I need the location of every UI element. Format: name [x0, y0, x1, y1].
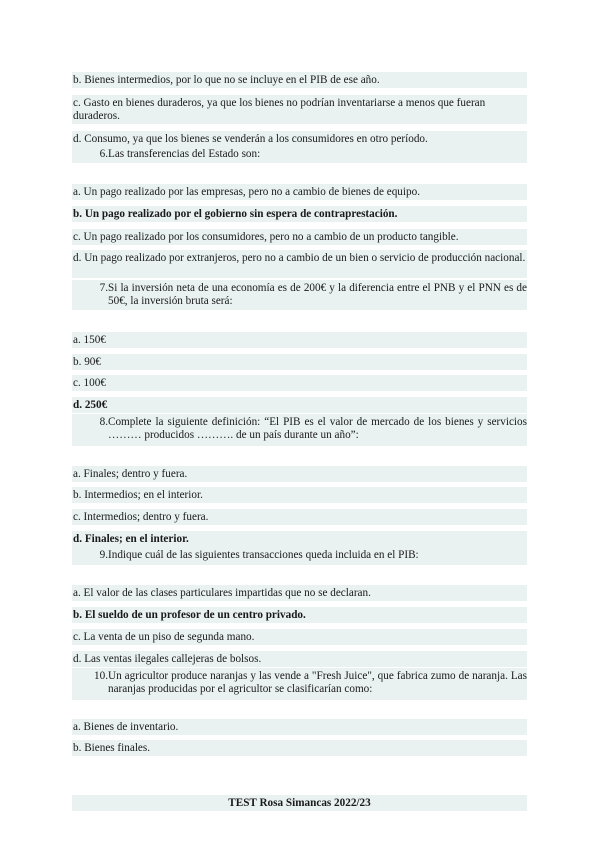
q8-option-a[interactable]: a. Finales; dentro y fuera.: [72, 466, 527, 482]
q5-option-b[interactable]: b. Bienes intermedios, por lo que no se incluye en el PIB de ese año.: [72, 72, 527, 88]
question-8-number: 8.: [99, 416, 108, 428]
q8-option-b[interactable]: b. Intermedios; en el interior.: [72, 487, 527, 503]
question-8: [72, 414, 527, 446]
q7-option-b[interactable]: b. 90€: [72, 354, 527, 370]
q7-option-d[interactable]: d. 250€: [72, 397, 527, 413]
q10-option-a[interactable]: a. Bienes de inventario.: [72, 719, 527, 735]
q7-option-a[interactable]: a. 150€: [72, 332, 527, 348]
q6-option-c[interactable]: c. Un pago realizado por los consumidores, pero no a cambio de un producto tangible.: [72, 229, 527, 245]
q9-option-c[interactable]: c. La venta de un piso de segunda mano.: [72, 629, 527, 645]
question-7-number: 7.: [99, 282, 108, 294]
q9-option-d[interactable]: d. Las ventas ilegales callejeras de bolsos.: [72, 651, 527, 667]
q5-option-d[interactable]: d. Consumo, ya que los bienes se venderán a los consumidores en otro período.: [72, 131, 527, 147]
question-9-text: Indique cuál de las siguientes transacciones queda incluida en el PIB:: [108, 549, 419, 561]
page-footer: TEST Rosa Simancas 2022/23: [72, 795, 527, 811]
q6-option-b[interactable]: b. Un pago realizado por el gobierno sin espera de contraprestación.: [72, 206, 527, 222]
question-10: [72, 668, 527, 700]
question-7: [72, 280, 527, 310]
question-8-text: Complete la siguiente definición: “El PIB es el valor de mercado de los bienes y servicios ……… producidos ………. de un país durante un año”:: [108, 416, 527, 441]
q7-option-c[interactable]: c. 100€: [72, 375, 527, 391]
question-10-number: 10.: [94, 670, 108, 682]
q5-option-c[interactable]: c. Gasto en bienes duraderos, ya que los bienes no podrían inventariarse a menos que fueran duraderos.: [72, 95, 527, 124]
question-10-text: Un agricultor produce naranjas y las vende a "Fresh Juice", que fabrica zumo de naranja. Las naranjas producidas por el agricultor se clasificarían como:: [108, 670, 527, 695]
question-6-number: 6.: [99, 148, 108, 160]
question-6: [72, 146, 527, 163]
question-9: [72, 547, 527, 565]
question-7-text: Si la inversión neta de una economía es de 200€ y la diferencia entre el PNB y el PNN es de 50€, la inversión bruta será:: [108, 282, 527, 307]
question-6-text: Las transferencias del Estado son:: [108, 148, 261, 160]
q8-option-c[interactable]: c. Intermedios; dentro y fuera.: [72, 509, 527, 525]
q6-option-a[interactable]: a. Un pago realizado por las empresas, pero no a cambio de bienes de equipo.: [72, 184, 527, 200]
q8-option-d[interactable]: d. Finales; en el interior.: [72, 531, 527, 547]
q6-option-d[interactable]: d. Un pago realizado por extranjeros, pero no a cambio de un bien o servicio de producción nacional.: [72, 250, 527, 278]
q9-option-a[interactable]: a. El valor de las clases particulares impartidas que no se declaran.: [72, 585, 527, 601]
question-9-number: 9.: [99, 549, 108, 561]
q9-option-b[interactable]: b. El sueldo de un profesor de un centro privado.: [72, 607, 527, 623]
q10-option-b[interactable]: b. Bienes finales.: [72, 740, 527, 756]
